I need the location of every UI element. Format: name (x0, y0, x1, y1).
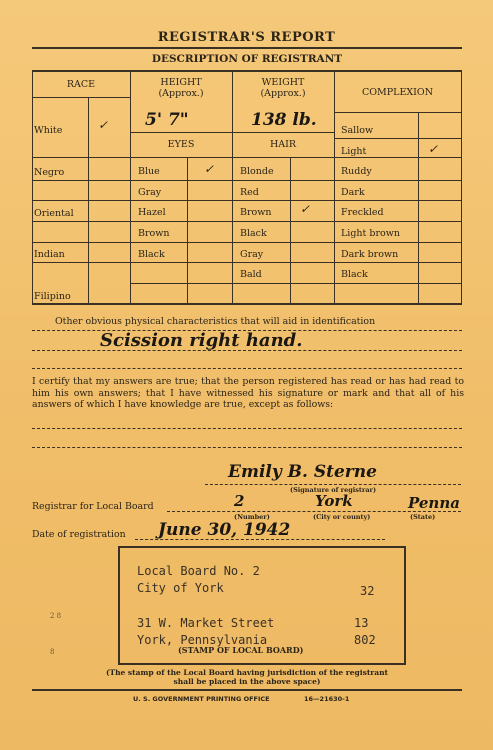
complexion-option-ruddy: Ruddy (341, 166, 372, 177)
stamp-line-2: City of York (137, 581, 224, 595)
city-county-label: (City or county) (313, 513, 371, 521)
race-option-indian: Indian (34, 249, 65, 260)
eyes-option-black: Black (138, 249, 165, 260)
state-label: (State) (410, 513, 436, 521)
number-label: (Number) (234, 513, 270, 521)
date-label: Date of registration (32, 529, 126, 540)
handwritten-characteristics: Scission right hand. (100, 330, 303, 351)
check-mark-light: ✓ (428, 142, 439, 156)
handwritten-weight: 138 lb. (251, 110, 317, 130)
stamp-line-4: York, Pennsylvania (137, 633, 268, 647)
stamp-line-3: 31 W. Market Street (137, 616, 275, 630)
check-mark-brown-hair: ✓ (300, 202, 311, 216)
stamp-line-3-number: 13 (354, 616, 369, 630)
other-characteristics-label: Other obvious physical characteristics that will aid in identification (55, 316, 376, 327)
complexion-option-dark-brown: Dark brown (341, 249, 399, 260)
section-subtitle: DESCRIPTION OF REGISTRANT (151, 53, 343, 65)
hair-option-gray: Gray (240, 249, 264, 260)
table-top-rule (32, 70, 462, 72)
complexion-option-sallow: Sallow (341, 125, 374, 136)
eyes-header: EYES (167, 139, 195, 150)
handwritten-state: Penna (408, 494, 460, 512)
page-title: REGISTRAR'S REPORT (157, 30, 336, 45)
local-board-stamp (118, 546, 406, 665)
weight-header: WEIGHT (261, 77, 305, 88)
hair-header: HAIR (269, 139, 297, 150)
eyes-option-hazel: Hazel (138, 207, 166, 218)
check-mark-white: ✓ (98, 118, 109, 132)
hair-option-black: Black (240, 228, 267, 239)
complexion-option-light: Light (341, 146, 367, 157)
handwritten-height: 5' 7" (145, 110, 189, 130)
complexion-option-black: Black (341, 269, 368, 280)
stamp-line-4-number: 802 (354, 633, 376, 647)
registrar-label: Registrar for Local Board (32, 501, 154, 512)
eyes-option-brown: Brown (138, 228, 170, 239)
footer-rule (32, 689, 462, 691)
weight-subheader: (Approx.) (260, 88, 306, 99)
complexion-option-freckled: Freckled (341, 207, 384, 218)
race-option-filipino: Filipino (34, 291, 71, 302)
race-option-white: White (34, 125, 63, 136)
certification-text: I certify that my answers are true; that the person registered has read or has had read to him his own answers; that I have witnessed his signature or mark and that all of his answers of which I have knowledge are true, except as follows: (32, 376, 464, 410)
eyes-option-blue: Blue (138, 166, 160, 177)
stamp-caption-line-2: shall be placed in the above space) (173, 677, 321, 686)
signature-label: (Signature of registrar) (290, 486, 377, 494)
eyes-option-gray: Gray (138, 187, 162, 198)
edge-mark-2: 8 (50, 648, 55, 656)
stamp-line-2-number: 32 (360, 584, 375, 598)
race-option-negro: Negro (34, 167, 65, 178)
race-option-oriental: Oriental (34, 208, 74, 219)
complexion-header: COMPLEXION (361, 87, 434, 98)
hair-option-red: Red (240, 187, 259, 198)
hair-option-blonde: Blonde (240, 166, 274, 177)
footer-form-number: 16—21630-1 (304, 695, 350, 703)
edge-mark-1: 2 8 (50, 612, 62, 620)
height-header: HEIGHT (160, 77, 202, 88)
handwritten-board-number: 2 (234, 492, 245, 510)
complexion-option-light-brown: Light brown (341, 228, 400, 239)
race-header: RACE (66, 79, 96, 90)
stamp-line-1: Local Board No. 2 (137, 564, 260, 578)
height-subheader: (Approx.) (158, 88, 204, 99)
title-rule (32, 47, 462, 49)
check-mark-blue: ✓ (204, 162, 215, 176)
stamp-label: (STAMP OF LOCAL BOARD) (178, 645, 304, 655)
hair-option-brown: Brown (240, 207, 272, 218)
hair-option-bald: Bald (240, 269, 262, 280)
handwritten-date: June 30, 1942 (158, 520, 291, 540)
registrar-signature: Emily B. Sterne (228, 462, 377, 482)
stamp-caption-line-1: (The stamp of the Local Board having jurisdiction of the registrant (105, 668, 389, 677)
handwritten-city: York (315, 492, 353, 510)
complexion-option-dark: Dark (341, 187, 365, 198)
footer-printer: U. S. GOVERNMENT PRINTING OFFICE (133, 695, 270, 703)
